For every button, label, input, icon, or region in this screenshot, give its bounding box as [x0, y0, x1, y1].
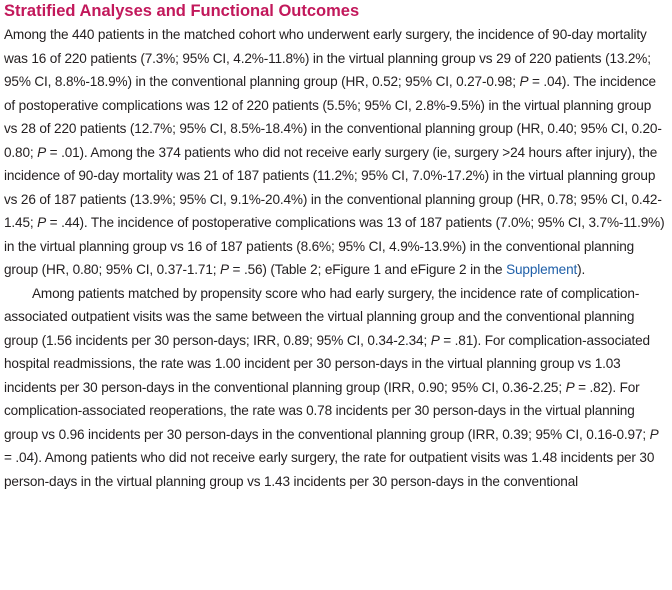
p-value-symbol: P	[649, 426, 659, 442]
section-heading: Stratified Analyses and Functional Outcomes	[4, 2, 360, 20]
paragraph-text: ).	[577, 262, 586, 277]
p-value-symbol: P	[220, 262, 229, 277]
paragraph-text: = .82). For complication-associated reoperations, the rate was 0.78 incidents per 30 person-days in the virtual planning group vs 0.96 incidents per 30 person-days in the conventional planning group (IRR, 0.39; 95% CI, 0.16-0.97;	[4, 379, 650, 442]
paragraph-text: = .81). For complication-associated hospital readmissions, the rate was 1.00 incident per 30 person-days in the virtual planning group vs 1.03 incidents per 30 person-days in the conventional planning group (IRR, 0.90; 95% CI, 0.36-2.25;	[4, 332, 650, 395]
paragraph-text: = .44). The incidence of postoperative complications was 13 of 187 patients (7.0%; 95% CI, 3.7%-11.9%) in the virtual planning group vs 16 of 187 patients (8.6%; 95% CI, 4.9%-13.9%) in the conventional planning group (HR, 0.80; 95% CI, 0.37-1.71;	[4, 215, 665, 277]
paragraph-functional-outcomes	[4, 282, 666, 494]
p-value-symbol: P	[519, 74, 529, 89]
paragraph-text: Among patients matched by propensity score who had early surgery, the incidence rate of complication-associated outpatient visits was the same between the virtual planning group and the conventional planning group (1.56 incidents per 30 person-days; IRR, 0.89; 95% CI, 0.34-2.34;	[4, 285, 640, 348]
p-value-symbol: P	[565, 379, 575, 395]
p-value-symbol: P	[37, 215, 47, 230]
paragraph-text: = .04). Among patients who did not receive early surgery, the rate for outpatient visits was 1.48 incidents per 30 person-days in the virtual planning group vs 1.43 incidents per 30 person-days in the conventional	[4, 450, 655, 489]
supplement-link[interactable]: Supplement	[506, 262, 578, 277]
paragraph-text: = .56) (Table 2; eFigure 1 and eFigure 2 in the	[228, 262, 507, 277]
p-value-symbol: P	[430, 332, 440, 348]
paragraph-text: = .01). Among the 374 patients who did not receive early surgery (ie, surgery >24 hours after injury), the incidence of 90-day mortality was 21 of 187 patients (11.2%; 95% CI, 7.0%-17.2%) in the virtual planning group vs 26 of 187 patients (13.9%; 95% CI, 9.1%-20.4%) in the conventional planning group (HR, 0.78; 95% CI, 0.42-1.45;	[4, 144, 662, 230]
paragraph-stratified-analyses	[4, 23, 666, 282]
paragraph-text: Among the 440 patients in the matched cohort who underwent early surgery, the incidence of 90-day mortality was 16 of 220 patients (7.3%; 95% CI, 4.2%-11.8%) in the virtual planning group vs 29 of 220 patients (13.2%; 95% CI, 8.8%-18.9%) in the conventional planning group (HR, 0.52; 95% CI, 0.27-0.98;	[4, 27, 651, 89]
paragraph-text: = .04). The incidence of postoperative complications was 12 of 220 patients (5.5%; 95% CI, 2.8%-9.5%) in the virtual planning group vs 28 of 220 patients (12.7%; 95% CI, 8.5%-18.4%) in the conventional planning group (HR, 0.40; 95% CI, 0.20-0.80;	[4, 74, 662, 160]
p-value-symbol: P	[37, 144, 47, 160]
